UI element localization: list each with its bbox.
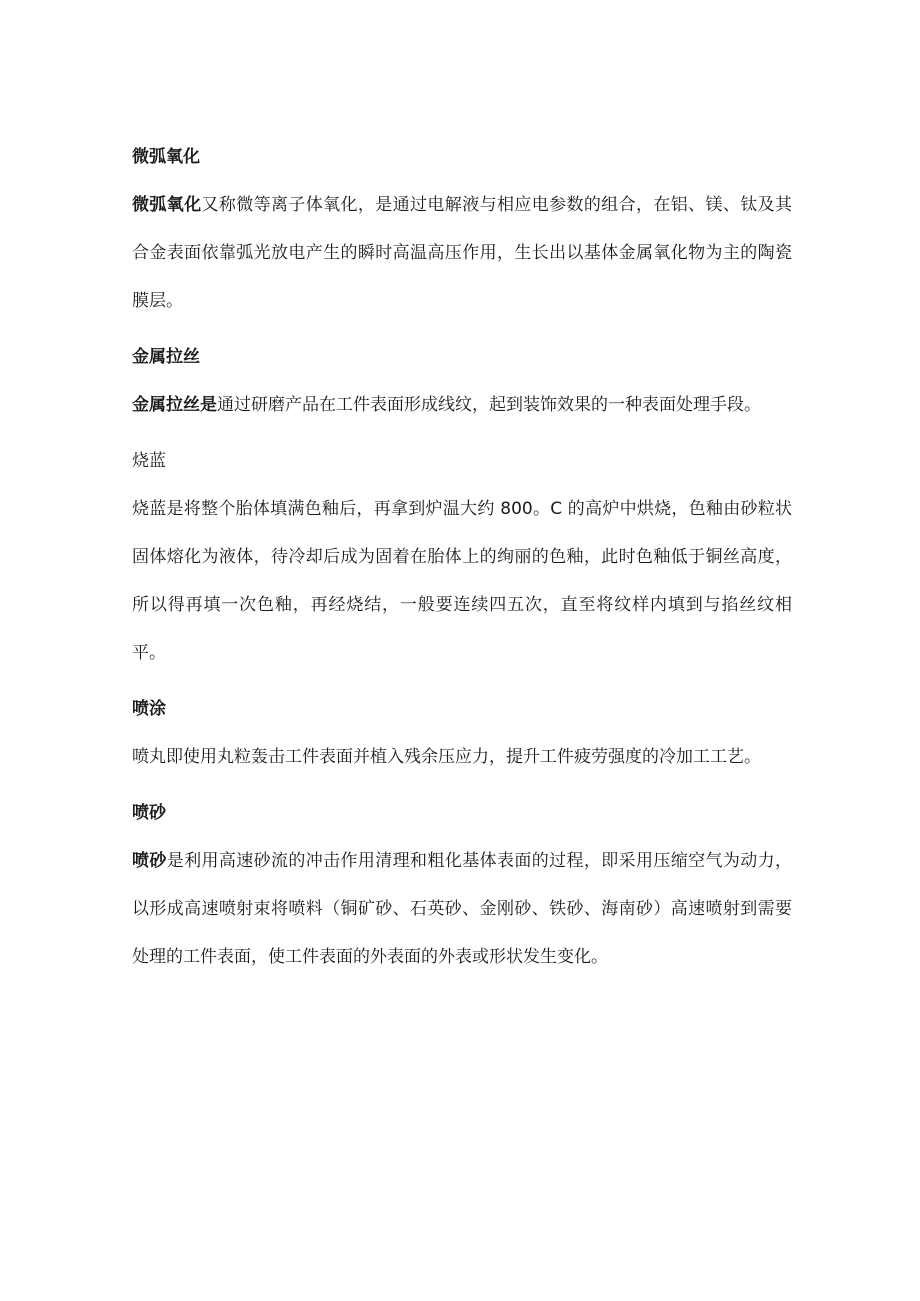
paragraph-text: 通过研磨产品在工件表面形成线纹，起到装饰效果的一种表面处理手段。 (217, 395, 761, 415)
paragraph-text: 喷丸即使用丸粒轰击工件表面并植入残余压应力，提升工件疲劳强度的冷加工工艺。 (132, 747, 761, 767)
section-body-enamel-firing (132, 493, 792, 685)
paragraph (132, 181, 792, 325)
section-body-micro-arc-oxidation (132, 189, 792, 333)
term-bold: 喷砂 (132, 851, 167, 871)
paragraph (132, 733, 792, 781)
section-heading-sandblasting: 喷砂 (132, 803, 166, 823)
section-heading-micro-arc-oxidation: 微弧氧化 (132, 147, 200, 167)
term-bold: 微弧氧化 (132, 195, 202, 215)
section-heading-enamel-firing: 烧蓝 (132, 451, 166, 471)
paragraph (132, 485, 792, 677)
paragraph-text: 烧蓝是将整个胎体填满色釉后，再拿到炉温大约 800。C 的高炉中烘烧，色釉由砂粒状固体熔化为液体，待冷却后成为固着在胎体上的绚丽的色釉，此时色釉低于铜丝高度，所以得再填一次色釉，再经烧结，一般要连续四五次，直至将纹样内填到与掐丝纹相平。 (132, 499, 792, 663)
paragraph (132, 381, 792, 429)
section-body-spraying (132, 741, 792, 789)
section-heading-spraying: 喷涂 (132, 699, 166, 719)
term-bold: 金属拉丝是 (132, 395, 217, 415)
paragraph-text: 是利用高速砂流的冲击作用清理和粗化基体表面的过程，即采用压缩空气为动力，以形成高速喷射束将喷料（铜矿砂、石英砂、金刚砂、铁砂、海南砂）高速喷射到需要处理的工件表面，使工件表面的外表面的外表或形状发生变化。 (132, 851, 793, 967)
document-page (132, 141, 792, 997)
paragraph-text: 又称微等离子体氧化，是通过电解液与相应电参数的组合，在铝、镁、钛及其合金表面依靠弧光放电产生的瞬时高温高压作用，生长出以基体金属氧化物为主的陶瓷膜层。 (132, 195, 793, 311)
paragraph (132, 837, 792, 981)
section-heading-metal-brushing: 金属拉丝 (132, 347, 200, 367)
section-body-metal-brushing (132, 389, 792, 437)
section-body-sandblasting (132, 845, 792, 989)
